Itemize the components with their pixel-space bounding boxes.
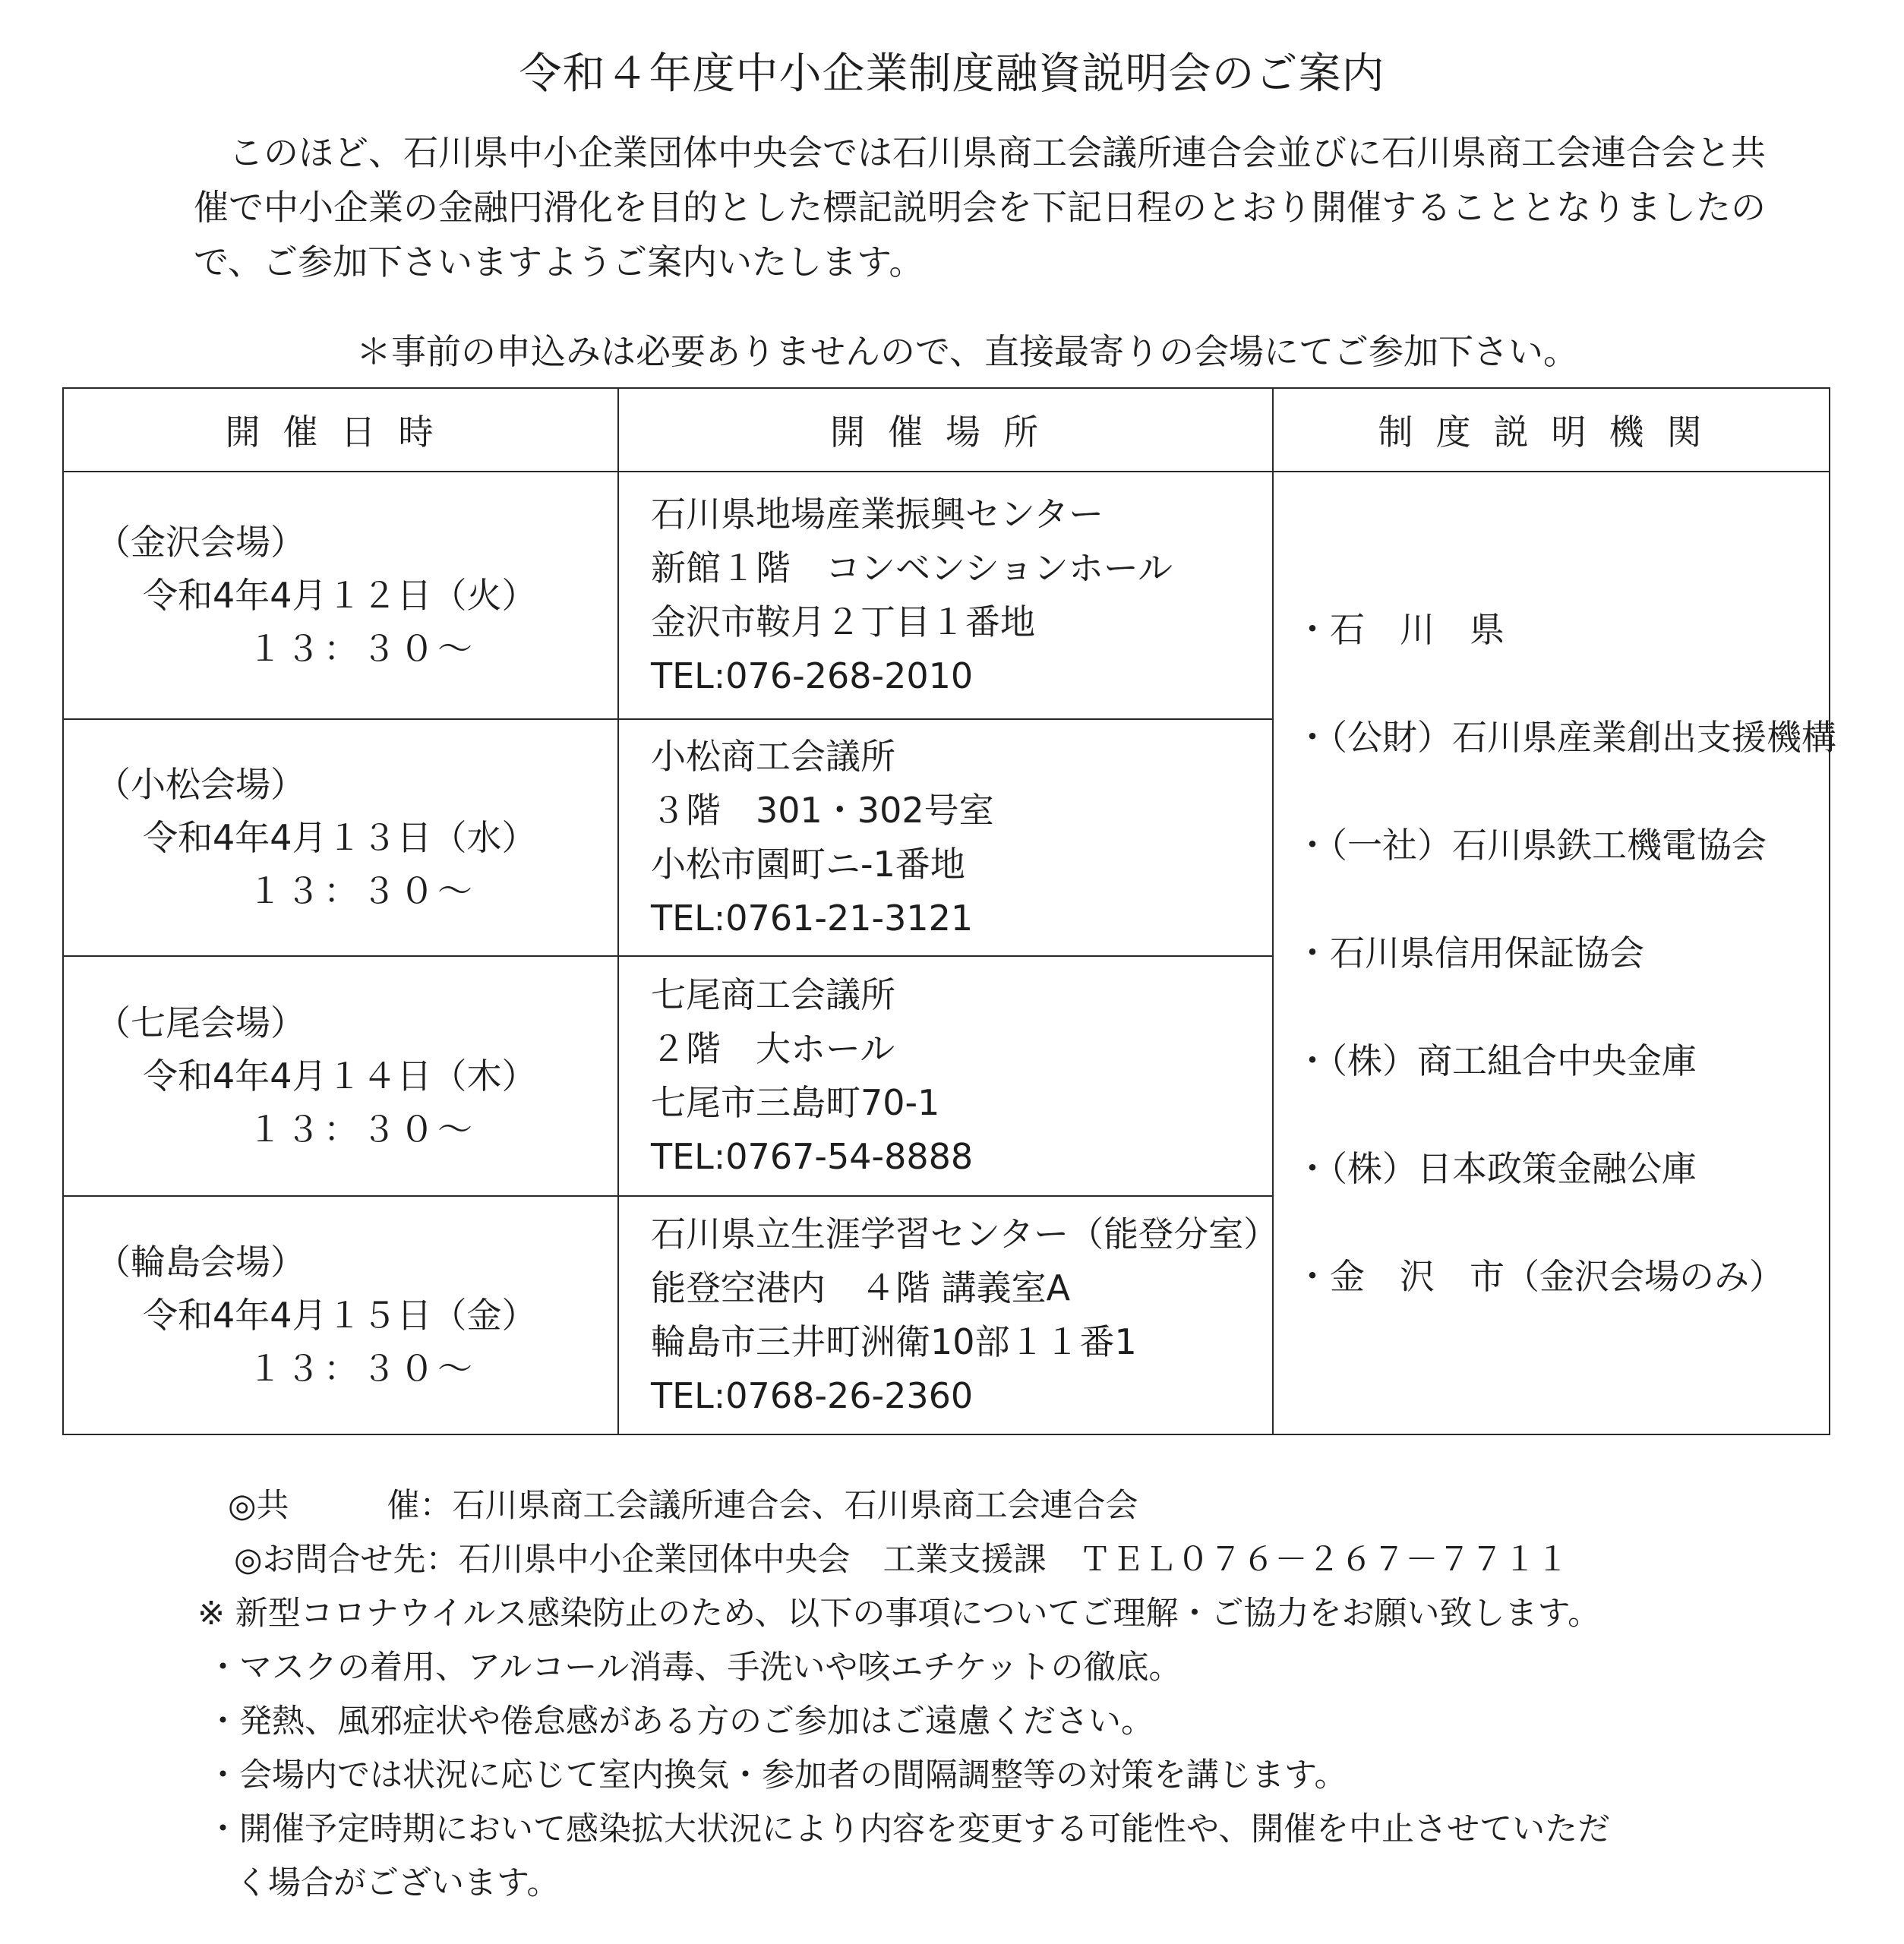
place-cell	[618, 956, 1273, 1196]
event-time: １３：３０～	[248, 1109, 475, 1150]
covid-bullet: ・マスクの着用、アルコール消毒、手洗いや咳エチケットの徹底。	[207, 1649, 1182, 1687]
datetime-cell	[63, 956, 618, 1196]
place-phone: TEL:0768-26-2360	[651, 1375, 974, 1416]
event-date: 令和4年4月１２日（火）	[143, 575, 537, 616]
organization-item: ・石川県信用保証協会	[1295, 933, 1644, 974]
organization-item: ・石 川 県	[1295, 609, 1505, 650]
place-cell	[618, 1196, 1279, 1434]
datetime-cell	[63, 1196, 618, 1434]
intro-paragraph	[194, 125, 1766, 289]
event-date: 令和4年4月１４日（木）	[143, 1056, 537, 1097]
covid-bullet: ・発熱、風邪症状や倦怠感がある方のご参加はご遠慮ください。	[207, 1703, 1154, 1740]
place-address: 輪島市三井町洲衛10部１１番1	[651, 1321, 1137, 1362]
place-facility: 石川県地場産業振興センター	[651, 494, 1104, 535]
event-time: １３：３０～	[248, 1348, 475, 1389]
place-room: ３階 301・302号室	[651, 790, 994, 831]
covid-bullet-continuation: く場合がございます。	[235, 1864, 560, 1902]
event-date: 令和4年4月１３日（水）	[143, 817, 537, 858]
venue-name: （金沢会場）	[96, 522, 305, 563]
table-header-row	[63, 388, 1830, 472]
cohost-line: ◎共 催：石川県商工会議所連合会、石川県商工会連合会	[228, 1487, 1138, 1525]
place-facility: 石川県立生涯学習センター（能登分室）	[651, 1213, 1279, 1254]
intro-line: で、ご参加下さいますようご案内いたします。	[194, 241, 924, 282]
datetime-cell	[63, 719, 618, 956]
header-place: 開催場所	[618, 388, 1273, 472]
intro-line: 催で中小企業の金融円滑化を目的とした標記説明会を下記日程のとおり開催することとなりましたの	[194, 187, 1766, 228]
place-room: 能登空港内 ４階 講義室A	[651, 1267, 1071, 1308]
place-address: 小松市園町ニ-1番地	[651, 844, 965, 885]
place-room: 新館１階 コンベンションホール	[651, 548, 1173, 589]
place-phone: TEL:0767-54-8888	[651, 1136, 974, 1177]
place-phone: TEL:0761-21-3121	[651, 898, 974, 939]
organization-item: ・（一社）石川県鉄工機電協会	[1295, 825, 1767, 866]
intro-line: このほど、石川県中小企業団体中央会では石川県商工会議所連合会並びに石川県商工会連合会と共	[194, 132, 1766, 173]
place-phone: TEL:076-268-2010	[651, 655, 974, 696]
organization-item: ・金 沢 市（金沢会場のみ）	[1295, 1256, 1784, 1297]
place-cell	[618, 472, 1273, 719]
covid-bullet: ・開催予定時期において感染拡大状況により内容を変更する可能性や、開催を中止させていただ	[207, 1810, 1611, 1848]
organization-item: ・（株）日本政策金融公庫	[1295, 1148, 1697, 1189]
schedule-table	[62, 387, 1836, 1435]
venue-name: （輪島会場）	[96, 1242, 305, 1283]
place-facility: 小松商工会議所	[651, 736, 895, 777]
place-address: 金沢市鞍月２丁目１番地	[651, 601, 1035, 642]
place-room: ２階 大ホール	[651, 1028, 895, 1069]
place-address: 七尾市三島町70-1	[651, 1082, 940, 1123]
covid-intro: ※ 新型コロナウイルス感染防止のため、以下の事項についてご理解・ご協力をお願い致します。	[197, 1595, 1601, 1633]
organizations-cell	[1273, 472, 1836, 1434]
place-facility: 七尾商工会議所	[651, 974, 895, 1015]
table-row-kanazawa	[63, 472, 1830, 719]
header-datetime: 開催日時	[63, 388, 618, 472]
place-cell	[618, 719, 1273, 956]
header-organizations: 制度説明機関	[1273, 388, 1830, 472]
footer-notes	[197, 1479, 1701, 1911]
event-time: １３：３０～	[248, 870, 475, 911]
datetime-cell	[63, 472, 618, 719]
organization-item: ・（公財）石川県産業創出支援機構	[1295, 717, 1836, 758]
venue-name: （小松会場）	[96, 764, 305, 805]
registration-notice: ＊事前の申込みは必要ありませんので、直接最寄りの会場にてご参加下さい。	[355, 331, 1579, 372]
organization-item: ・（株）商工組合中央金庫	[1295, 1040, 1697, 1081]
event-time: １３：３０～	[248, 628, 475, 669]
page-title: 令和４年度中小企業制度融資説明会のご案内	[519, 49, 1385, 99]
event-date: 令和4年4月１５日（金）	[143, 1295, 537, 1336]
contact-line: ◎お問合せ先：石川県中小企業団体中央会 工業支援課 ＴＥＬ０７６－２６７－７７１１	[234, 1541, 1569, 1579]
venue-name: （七尾会場）	[96, 1002, 305, 1043]
covid-bullet: ・会場内では状況に応じて室内換気・参加者の間隔調整等の対策を講じます。	[207, 1756, 1347, 1794]
